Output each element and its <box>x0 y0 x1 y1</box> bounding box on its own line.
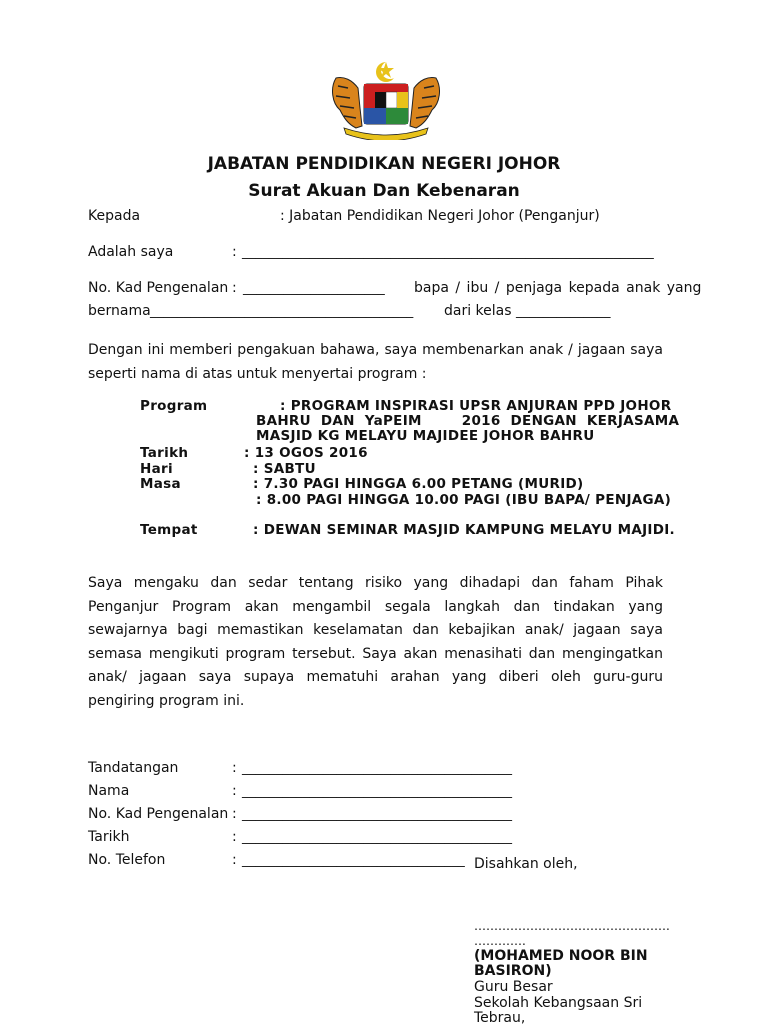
hari-label: Hari <box>140 461 173 477</box>
program-value-line1: : PROGRAM INSPIRASI UPSR ANJURAN PPD JOHOR <box>280 398 672 414</box>
adalah-saya-colon: : <box>232 244 237 260</box>
masa-label: Masa <box>140 476 181 492</box>
approver-signature-dots-cont: …………. <box>474 934 526 948</box>
sign-ic-colon: : <box>232 806 237 822</box>
adalah-saya-field[interactable]: _____________________________________________________________ <box>242 244 654 260</box>
ic-field[interactable]: _____________________ <box>243 280 385 296</box>
date-label: Tarikh <box>88 829 130 845</box>
name-colon: : <box>232 783 237 799</box>
date-field[interactable]: ________________________________________ <box>242 829 512 845</box>
program-value-line3: MASJID KG MELAYU MAJIDEE JOHOR BAHRU <box>256 428 595 444</box>
phone-field[interactable]: _________________________________ <box>242 852 465 868</box>
to-label: Kepada <box>88 208 141 224</box>
signature-colon: : <box>232 760 237 776</box>
tempat-label: Tempat <box>140 522 198 538</box>
approver-name-line1: (MOHAMED NOOR BIN <box>474 948 648 964</box>
approver-name-line2: BASIRON) <box>474 963 552 979</box>
sign-ic-label: No. Kad Pengenalan <box>88 806 229 822</box>
hari-value: : SABTU <box>253 461 316 477</box>
child-name-field[interactable]: _______________________________________ <box>150 303 414 319</box>
class-label: dari kelas <box>444 303 512 319</box>
malaysia-coat-of-arms-crest <box>326 58 446 140</box>
name-label: Nama <box>88 783 130 799</box>
approver-title: Guru Besar <box>474 979 553 995</box>
to-value: : Jabatan Pendidikan Negeri Johor (Penganjur) <box>280 208 600 224</box>
masa-value-parents: : 8.00 PAGI HINGGA 10.00 PAGI (IBU BAPA/ PENJAGA) <box>256 492 672 508</box>
phone-label: No. Telefon <box>88 852 166 868</box>
phone-colon: : <box>232 852 237 868</box>
date-colon: : <box>232 829 237 845</box>
adalah-saya-label: Adalah saya <box>88 244 174 260</box>
parent-relation-text: bapa / ibu / penjaga kepada anak yang <box>414 280 702 296</box>
form-title: Surat Akuan Dan Kebenaran <box>248 181 520 201</box>
program-value-line2: BAHRU DAN YaPEIM 2016 DENGAN KERJASAMA <box>256 413 680 429</box>
bernama-label: bernama <box>88 303 151 319</box>
verified-by-label: Disahkan oleh, <box>474 856 578 872</box>
tempat-value: : DEWAN SEMINAR MASJID KAMPUNG MELAYU MAJIDI. <box>253 522 675 538</box>
signature-field[interactable]: ________________________________________ <box>242 760 512 776</box>
tarikh-value: : 13 OGOS 2016 <box>244 445 368 461</box>
declaration-paragraph: Dengan ini memberi pengakuan bahawa, saya membenarkan anak / jagaan saya seperti nama di atas untuk menyertai program : <box>88 342 663 382</box>
ic-label: No. Kad Pengenalan <box>88 280 229 296</box>
class-field[interactable]: ______________ <box>516 303 611 319</box>
signature-label: Tandatangan <box>88 760 179 776</box>
masa-value-students: : 7.30 PAGI HINGGA 6.00 PETANG (MURID) <box>253 476 584 492</box>
approver-school-line2: Tebrau, <box>474 1010 526 1026</box>
program-label: Program <box>140 398 208 414</box>
acknowledgement-paragraph: Saya mengaku dan sedar tentang risiko yang dihadapi dan faham Pihak Penganjur Program akan mengambil segala langkah dan tindakan yang sewajarnya bagi memastikan keselamatan dan kebajikan anak/ jagaan saya semasa mengikuti program tersebut. Saya akan menasihati dan mengingatkan anak/ jagaan saya supaya mematuhi arahan yang diberi oleh guru-guru pengiring program ini. <box>88 575 663 709</box>
name-field[interactable]: ________________________________________ <box>242 783 512 799</box>
sign-ic-field[interactable]: ________________________________________ <box>242 806 512 822</box>
approver-signature-dots: …………………………………………. <box>474 919 670 933</box>
ic-colon: : <box>232 280 237 296</box>
approver-school-line1: Sekolah Kebangsaan Sri <box>474 995 643 1011</box>
department-title: JABATAN PENDIDIKAN NEGERI JOHOR <box>207 154 561 174</box>
tarikh-label: Tarikh <box>140 445 189 461</box>
